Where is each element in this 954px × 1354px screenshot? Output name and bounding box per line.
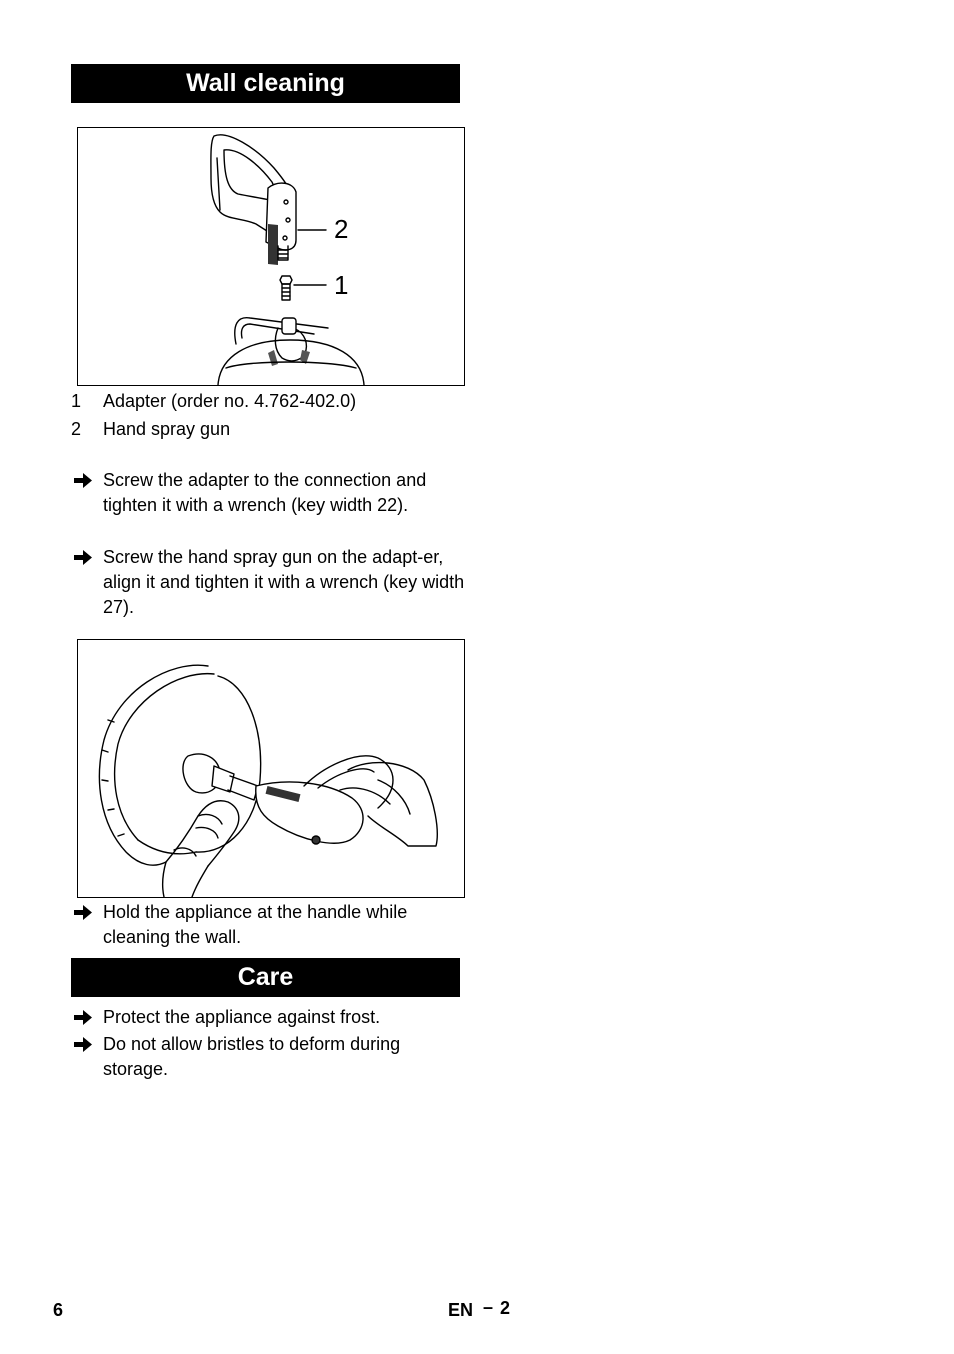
legend-text: Adapter (order no. 4.762-402.0) [103, 391, 357, 411]
step-text: Screw the hand spray gun on the adapt-er, align it and tighten it with a wrench (key width 27). [103, 547, 465, 617]
step-text: Screw the adapter to the connection and tighten it with a wrench (key width 22). [103, 470, 427, 515]
instruction-step [71, 900, 466, 950]
section-title-wall-cleaning [71, 64, 460, 103]
figure-hold-appliance [77, 639, 465, 898]
page-number: 6 [53, 1300, 64, 1320]
instruction-step [71, 545, 466, 620]
legend-number: 1 [71, 391, 82, 411]
legend-number: 2 [71, 419, 82, 439]
step-text: Do not allow bristles to deform during storage. [103, 1034, 401, 1079]
language-code: EN [448, 1300, 474, 1320]
step-text: Protect the appliance against frost. [103, 1007, 381, 1027]
figure-adapter-gun [77, 127, 465, 386]
sub-page-number: 2 [500, 1298, 511, 1318]
legend-text: Hand spray gun [103, 419, 231, 439]
instruction-step [71, 1005, 466, 1030]
adapter-gun-illustration [78, 128, 464, 385]
section-title-care [71, 958, 460, 997]
section-title-text: Wall cleaning [186, 69, 345, 97]
section-title-text: Care [237, 963, 294, 991]
step-text: Hold the appliance at the handle while cleaning the wall. [103, 902, 408, 947]
arrow-right-icon [71, 900, 95, 925]
callout-label-2: 2 [334, 214, 349, 244]
callout-label-1: 1 [334, 270, 349, 300]
instruction-step [71, 1032, 466, 1082]
arrow-right-icon [71, 1005, 95, 1030]
arrow-right-icon [71, 1032, 95, 1057]
arrow-right-icon [71, 545, 95, 570]
footer-dash: – [483, 1297, 494, 1317]
arrow-right-icon [71, 468, 95, 493]
instruction-step [71, 468, 466, 518]
hold-appliance-illustration [78, 640, 464, 897]
